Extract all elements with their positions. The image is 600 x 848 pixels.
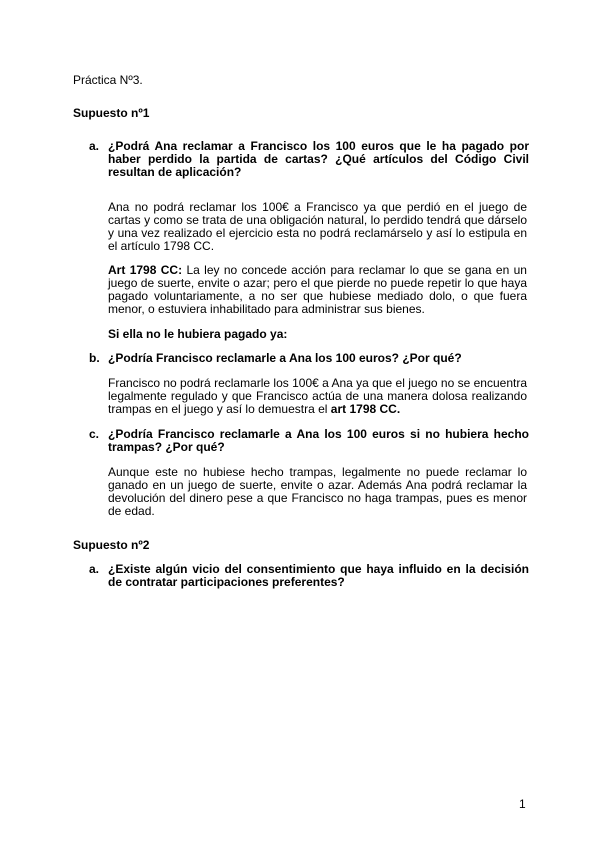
note-not-paid: Si ella no le hubiera pagado ya: (108, 327, 288, 341)
article-1798-quote (108, 264, 527, 316)
answer-bold-reference: art 1798 CC. (330, 402, 401, 416)
question-text: ¿Existe algún vicio del consentimiento que haya influido en la decisión de contratar participaciones preferentes? (108, 562, 529, 589)
answer-1b (108, 377, 527, 416)
question-marker: a. (89, 139, 100, 153)
section-heading-supuesto-2: Supuesto nº2 (73, 538, 150, 552)
answer-text: Francisco no podrá reclamarle los 100€ a Ana ya que el juego no se encuentra legalmente regulado y que Francisco actúa de una manera dolosa realizando trampas en el juego y así lo demuestra el (108, 376, 527, 416)
question-marker: c. (89, 427, 100, 441)
question-1a (89, 140, 529, 179)
question-text: ¿Podrá Ana reclamar a Francisco los 100 euros que le ha pagado por haber perdido la partida de cartas? ¿Qué artículos del Código Civil resultan de aplicación? (108, 139, 529, 179)
question-marker: b. (89, 351, 100, 365)
question-1b (89, 352, 529, 365)
question-text: ¿Podría Francisco reclamarle a Ana los 100 euros si no hubiera hecho trampas? ¿Por qué? (108, 427, 529, 454)
question-1c (89, 428, 529, 454)
article-label: Art 1798 CC: (108, 263, 183, 277)
article-text: La ley no concede acción para reclamar lo que se gana en un juego de suerte, envite o azar; pero el que pierde no puede repetir lo que haya pagado voluntariamente, a no ser que hubiese mediado dolo, o que fuera menor, o estuviera inhabilitado para administrar sus bienes. (108, 263, 527, 316)
page-number: 1 (519, 797, 526, 811)
answer-1a: Ana no podrá reclamar los 100€ a Francisco ya que perdió en el juego de cartas y como se trata de una obligación natural, lo perdido tendrá que dárselo y una vez realizado el ejercicio esta no podrá reclamárselo y así lo estipula en el artículo 1798 CC. (108, 200, 527, 253)
question-text: ¿Podría Francisco reclamarle a Ana los 100 euros? ¿Por qué? (108, 351, 462, 365)
answer-1c: Aunque este no hubiese hecho trampas, legalmente no puede reclamar lo ganado en un juego de suerte, envite o azar. Además Ana podrá reclamar la devolución del dinero pese a que Francisco no haga trampas, pues es menor de edad. (108, 465, 527, 518)
question-marker: a. (89, 562, 100, 576)
document-title: Práctica Nº3. (73, 73, 143, 87)
question-2a (89, 563, 529, 589)
section-heading-supuesto-1: Supuesto nº1 (73, 106, 150, 120)
